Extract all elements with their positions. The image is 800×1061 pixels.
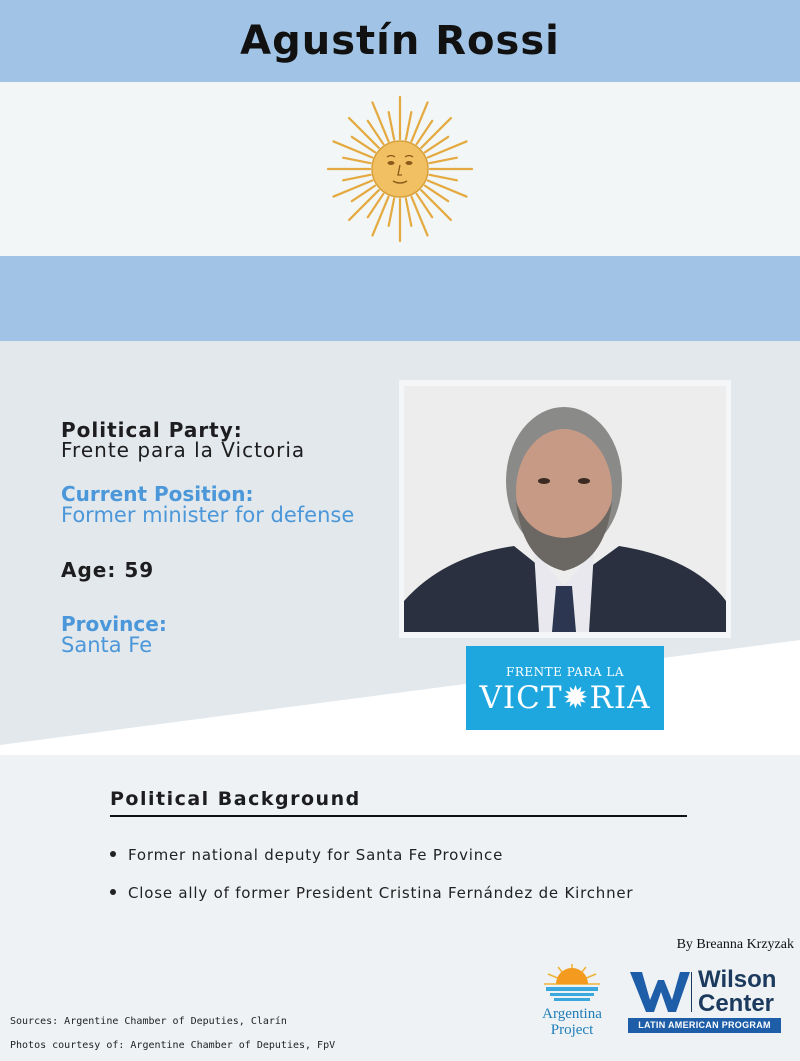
province-value: Santa Fe (61, 633, 153, 657)
party-label: Political Party: (61, 418, 243, 442)
list-item: Former national deputy for Santa Fe Province (110, 846, 503, 864)
photo-credits-text: Photos courtesy of: Argentine Chamber of Deputies, FpV (10, 1040, 336, 1051)
argentina-project-text: Argentina (542, 1006, 602, 1022)
portrait-photo (404, 386, 726, 632)
argentina-project-logo (532, 962, 612, 1044)
wilson-w-icon (628, 970, 692, 1014)
page-title: Agustín Rossi (240, 18, 560, 64)
star-icon: ✹ (562, 680, 590, 716)
list-item: Close ally of former President Cristina Fernández de Kirchner (110, 884, 633, 902)
sun-of-may-icon (327, 95, 473, 243)
province-label: Province: (61, 612, 167, 636)
heading-rule (110, 815, 687, 817)
position-label: Current Position: (61, 482, 254, 506)
wilson-center-logo (628, 966, 783, 1034)
argentina-project-icon (532, 962, 612, 1006)
bullet-icon (110, 889, 116, 895)
party-logo-main-text: VICT✹RIA (479, 680, 651, 716)
wilson-text: Wilson (698, 966, 777, 993)
bullet-icon (110, 851, 116, 857)
background-heading: Political Background (110, 788, 361, 810)
age-text: Age: 59 (61, 558, 155, 582)
party-logo (466, 646, 664, 730)
flag-band-bottom (0, 256, 800, 341)
position-value: Former minister for defense (61, 503, 355, 527)
wilson-program-label: LATIN AMERICAN PROGRAM (628, 1018, 781, 1033)
sources-text: Sources: Argentine Chamber of Deputies, Clarín (10, 1016, 287, 1027)
party-value: Frente para la Victoria (61, 438, 306, 462)
center-text: Center (698, 990, 775, 1017)
party-logo-top-text: FRENTE PARA LA (506, 665, 624, 679)
argentina-project-text: Project (550, 1022, 594, 1038)
author-byline: By Breanna Krzyzak (676, 937, 794, 952)
